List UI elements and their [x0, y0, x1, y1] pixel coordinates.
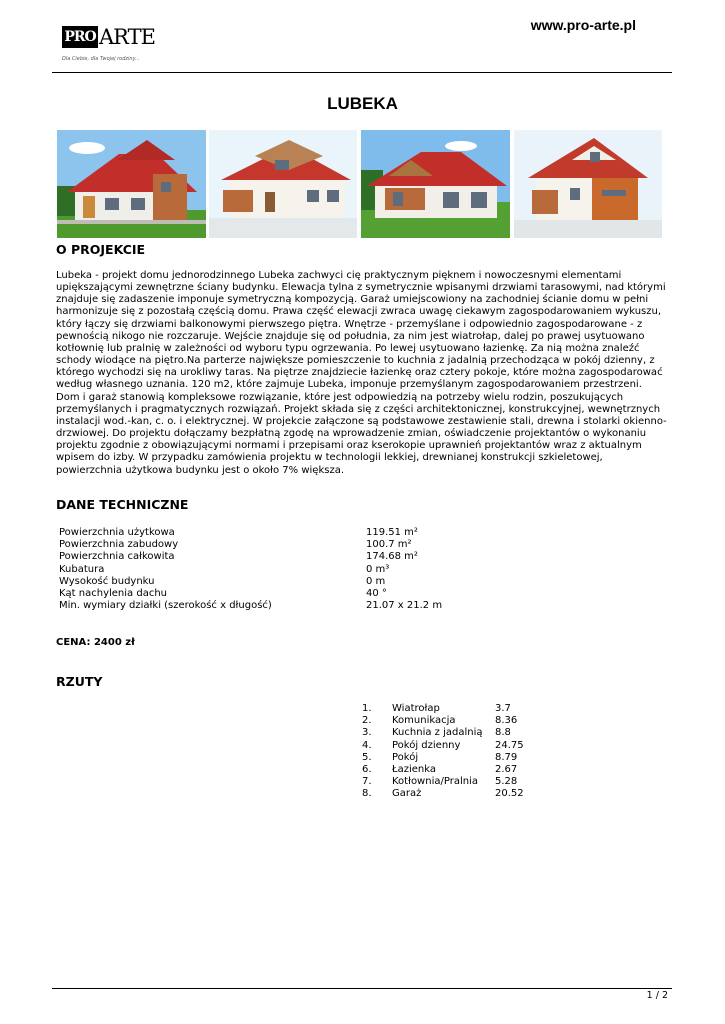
- room-name: Łazienka: [392, 763, 437, 775]
- footer-divider: [52, 988, 672, 989]
- logo-tagline: Dla Ciebie, dla Twojej rodziny...: [62, 56, 140, 62]
- room-area: 8.36: [495, 715, 518, 727]
- logo-wordmark: ARTE: [99, 25, 155, 49]
- room-number: 6.: [362, 763, 372, 775]
- tech-value: 0 m³: [366, 563, 390, 575]
- room-number: 4.: [362, 739, 372, 751]
- room-area: 2.67: [495, 763, 518, 775]
- tech-label: Powierzchnia użytkowa: [59, 527, 175, 538]
- house-render-front-image: [57, 130, 206, 238]
- room-area: 24.75: [495, 739, 524, 751]
- project-description: Lubeka - projekt domu jednorodzinnego Lubeka zachwyci cię praktycznym pięknem i nowoczesnymi elementami upiększającymi zewnętrzne ściany budynku. Elewacja tylna z symetrycznie wpisanymi drzwiami tarasowymi, nad którymi znajduje się zadaszenie imponuje symetryczną kompozycją. Garaż umiejscowiony na zachodniej ścianie domu w pełni harmonizuje się z pozostałą częścią domu. Prawa część elewacji zwraca uwagę ciekawym zagospodarowaniem wykuszu, który łączy się drzwiami balkonowymi pierwszego piętra. Wnętrze - przemyślane i odpowiednio zagospodarowane - z pewnością nikogo nie rozczaruje. Wejście znajduje się od południa, za nim jest wiatrołap, dalej po prawej usytuowano kotłownię lub pralnię w zależności od wyboru typu ogrzewania. Po lewej usytuowano łazienkę. Za nią można znaleźć schody wiodące na piętro.Na parterze największe pomieszczenie to kuchnia z jadalnią przechodząca w pokój dzienny, z którego wychodzi się na urokliwy taras. Na piętrze znajdziecie łazienkę oraz cztery pokoje, które można zagospodarować według własnego uznania. 120 m2, które zajmuje Lubeka, imponuje przemyślanym zagospodarowaniem przestrzeni. Dom i garaż stanowią kompleksowe rozwiązanie, które jest odpowiedzią na potrzeby wielu rodzin, poszukujących przemyślanych i pragmatycznych rozwiązań. Projekt składa się z części architektonicznej, konstrukcyjnej, wewnętrznych instalacji wod.-kan, c. o. i elektrycznej. W projekcie załączone są podstawowe zestawienie stali, drewna i stolarki okienno-drzwiowej. Do projektu dołączamy bezpłatną zgodę na wprowadzenie zmian, oświadczenie projektantów o wykonaniu projektu zgodnie z obowiązującymi normami i przepisami oraz kserokopie uprawnień projektantów wraz z aktualnym wpisem do izby. W przypadku zamówienia projektu w technologii lekkiej, drewnianej konstrukcji szkieletowej, powierzchnia użytkowa budynku jest o około 7% większa.: [56, 270, 667, 476]
- house-render-garden-image: [361, 130, 510, 238]
- rooms-list: [362, 703, 562, 801]
- tech-value: 40 °: [366, 587, 387, 599]
- page-number: 1 / 2: [646, 990, 668, 1001]
- room-row: [362, 764, 562, 776]
- house-render-side-image: [209, 130, 357, 238]
- price-value: 2400 zł: [93, 637, 135, 648]
- room-row: [362, 727, 562, 739]
- logo-mark: PRO: [62, 26, 98, 48]
- plans-heading: RZUTY: [56, 674, 103, 689]
- tech-value: 21.07 x 21.2 m: [366, 600, 443, 612]
- tech-value: 119.51 m²: [366, 527, 418, 538]
- room-number: 2.: [362, 715, 372, 727]
- room-name: Komunikacja: [392, 715, 456, 727]
- room-number: 5.: [362, 751, 372, 763]
- pro-arte-logo: [62, 24, 155, 64]
- site-url[interactable]: www.pro-arte.pl: [530, 17, 636, 33]
- tech-label: Min. wymiary działki (szerokość x długość): [59, 600, 272, 612]
- room-name: Kotłownia/Pralnia: [392, 776, 478, 788]
- project-title: LUBEKA: [327, 94, 398, 113]
- tech-label: Powierzchnia całkowita: [59, 551, 175, 563]
- room-number: 7.: [362, 776, 372, 788]
- tech-value: 0 m: [366, 575, 386, 587]
- room-number: 8.: [362, 788, 372, 800]
- room-area: 3.7: [495, 703, 511, 714]
- house-render-rear-image: [514, 130, 662, 238]
- room-number: 3.: [362, 727, 372, 739]
- room-area: 8.79: [495, 751, 518, 763]
- room-name: Kuchnia z jadalnią: [392, 727, 483, 739]
- room-name: Pokój dzienny: [392, 739, 461, 751]
- tech-label: Powierzchnia zabudowy: [59, 539, 179, 551]
- tech-heading: DANE TECHNICZNE: [56, 497, 189, 512]
- room-name: Wiatrołap: [392, 703, 440, 714]
- price: [56, 637, 135, 648]
- tech-label: Wysokość budynku: [59, 575, 155, 587]
- room-area: 20.52: [495, 788, 524, 800]
- room-row: [362, 752, 562, 764]
- tech-value: 174.68 m²: [366, 551, 418, 563]
- room-area: 8.8: [495, 727, 511, 739]
- room-row: [362, 788, 562, 800]
- room-row: [362, 715, 562, 727]
- room-row: [362, 703, 562, 715]
- about-heading: O PROJEKCIE: [56, 242, 146, 257]
- room-number: 1.: [362, 703, 372, 714]
- tech-label: Kubatura: [59, 563, 105, 575]
- price-label: CENA :: [56, 637, 94, 648]
- header-divider: [52, 72, 672, 73]
- room-row: [362, 740, 562, 752]
- room-name: Garaż: [392, 788, 422, 800]
- room-name: Pokój: [392, 751, 419, 763]
- room-area: 5.28: [495, 776, 518, 788]
- tech-value: 100.7 m²: [366, 539, 412, 551]
- room-row: [362, 776, 562, 788]
- tech-label: Kąt nachylenia dachu: [59, 587, 168, 599]
